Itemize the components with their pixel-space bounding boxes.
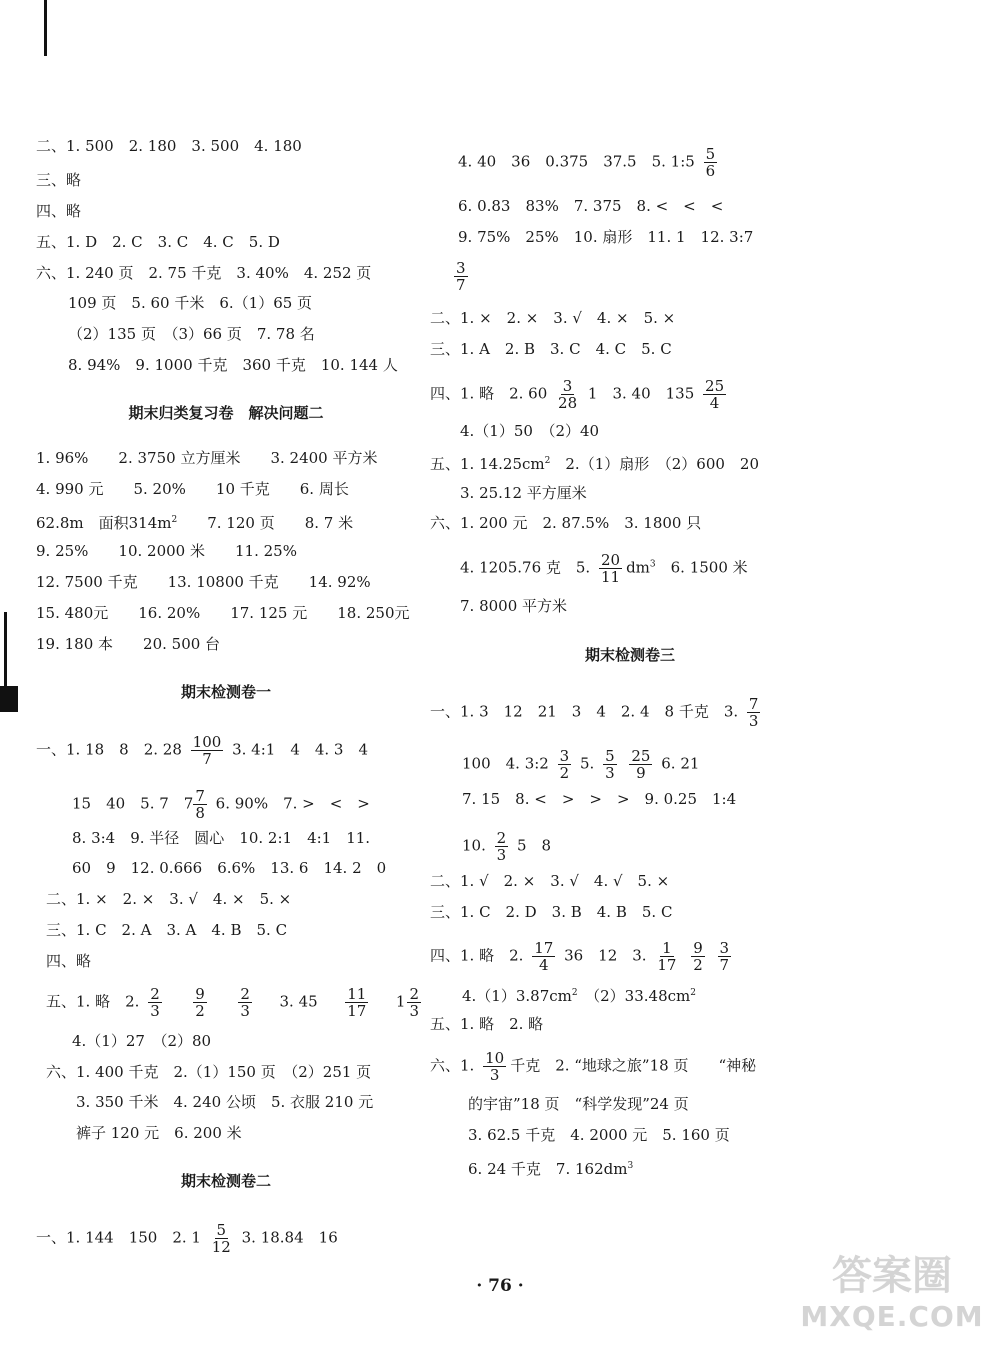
- answer-line: 一、1. 3 12 21 3 4 2. 4 8 千克 3. $\frac{7}{3}$: [430, 695, 759, 730]
- answer-line: 三、1. C 2. A 3. A 4. B 5. C: [46, 921, 288, 939]
- answer-line: 4. 1205.76 克 5. $\frac{20}{11}$ $dm^3$ 6. 1500 米: [460, 551, 748, 586]
- answer-line: 一、1. 18 8 2. 28 $\frac{100}{7}$ 3. 4:1 4 4. 3 4: [36, 733, 369, 768]
- answer-line: 四、略: [36, 202, 82, 220]
- answer-line: 二、1. × 2. × 3. √ 4. × 5. ×: [430, 309, 676, 327]
- answer-line: 100 4. 3:2 $\frac{3}{2}$ 5. $\frac{5}{3}$ $\frac{25}{9}$ 6. 21: [462, 747, 700, 782]
- answer-line: 3. 25.12 平方厘米: [460, 484, 587, 502]
- answer-line: 六、1. 200 元 2. 87.5% 3. 1800 只: [430, 514, 702, 532]
- answer-line: 62.8m 面积$314m^2$ 7. 120 页 8. 7 米: [36, 514, 354, 532]
- answer-line: 二、1. 500 2. 180 3. 500 4. 180: [36, 137, 302, 155]
- fraction: $\frac{7}{8}$: [195, 787, 205, 822]
- answer-line: 10. $\frac{2}{3}$ 5 8: [462, 829, 552, 864]
- fraction: $\frac{5}{12}$: [211, 1221, 231, 1256]
- answer-line: 9. 25% 10. 2000 米 11. 25%: [36, 542, 297, 560]
- answer-line: （2）135 页 （3）66 页 7. 78 名: [68, 325, 315, 343]
- fraction: $\frac{9}{2}$: [195, 985, 205, 1020]
- fraction: $\frac{3}{28}$: [558, 377, 578, 412]
- answer-line: 五、1. $14.25cm^2$ 2.（1）扇形 （2）600 20: [430, 455, 760, 473]
- answer-line: $4.(1)3.87cm^2$ $(2)33.48cm^2$: [462, 987, 696, 1005]
- answer-line: 7. 8000 平方米: [460, 597, 568, 615]
- fraction: $\frac{2}{3}$: [409, 985, 419, 1020]
- answer-line: 一、1. 144 150 2. 1 $\frac{5}{12}$ 3. 18.84 16: [36, 1221, 338, 1256]
- fraction: $\frac{17}{4}$: [534, 939, 554, 974]
- answer-line: [454, 260, 472, 293]
- answer-line: 六、1. 400 千克 2.（1）150 页 （2）251 页: [46, 1063, 372, 1081]
- answer-line: 六、1. 240 页 2. 75 千克 3. 40% 4. 252 页: [36, 264, 372, 282]
- answer-line: 的宇宙”18 页 “科学发现”24 页: [468, 1095, 689, 1113]
- fraction: $\frac{10}{3}$: [485, 1049, 505, 1084]
- answer-line: 12. 7500 千克 13. 10800 千克 14. 92%: [36, 573, 371, 591]
- fraction: $\frac{100}{7}$: [192, 733, 222, 768]
- answer-line: 四、1. 略 2. 60 $\frac{3}{28}$ 1 3. 40 135 $\frac{25}{4}$: [430, 377, 725, 412]
- answer-line: 8. 3:4 9. 半径 圆心 10. 2:1 4:1 11.: [72, 829, 371, 847]
- answer-line: 3. 62.5 千克 4. 2000 元 5. 160 页: [468, 1126, 730, 1144]
- fraction: $\frac{2}{3}$: [496, 829, 507, 864]
- answer-line: 60 9 12. 0.666 6.6% 13. 6 14. 2 0: [72, 859, 387, 877]
- fraction: $\frac{7}{3}$: [748, 695, 759, 730]
- fraction: $\frac{11}{17}$: [347, 985, 367, 1020]
- fraction: $\frac{25}{9}$: [631, 747, 651, 782]
- answer-line: 19. 180 本 20. 500 台: [36, 635, 221, 653]
- answer-line: 7. 15 8. < > > > 9. 0.25 1:4: [462, 790, 737, 808]
- answer-line: 五、1. 略 2. 略: [430, 1015, 544, 1033]
- fraction: $\frac{3}{7}$: [456, 259, 466, 294]
- answer-line: 6. 0.83 83% 7. 375 8. < < <: [458, 197, 724, 215]
- answer-line: 二、1. × 2. × 3. √ 4. × 5. ×: [46, 890, 292, 908]
- section-heading: 期末归类复习卷 解决问题二: [128, 404, 324, 422]
- answer-line: 三、略: [36, 171, 82, 189]
- fraction: $\frac{25}{4}$: [705, 377, 725, 412]
- answer-line: 15 40 5. 7 7 $\frac{7}{8}$ 6. 90% 7. > < >: [72, 787, 370, 822]
- answer-line: 9. 75% 25% 10. 扇形 11. 1 12. 3:7: [458, 228, 754, 246]
- answer-line: 4. 990 元 5. 20% 10 千克 6. 周长: [36, 480, 349, 498]
- fraction: $\frac{3}{7}$: [719, 939, 730, 974]
- answer-line: 六、1. $\frac{10}{3}$ 千克 2. “地球之旅”18 页 “神秘: [430, 1049, 757, 1084]
- answer-line: 3. 350 千米 4. 240 公顷 5. 衣服 210 元: [76, 1093, 374, 1111]
- answer-line: 二、1. √ 2. × 3. √ 4. √ 5. ×: [430, 872, 670, 890]
- answer-line: 裤子 120 元 6. 200 米: [76, 1124, 242, 1142]
- answer-line: 四、略: [46, 952, 92, 970]
- section-heading: 期末检测卷二: [180, 1172, 271, 1190]
- answer-line: 五、1. D 2. C 3. C 4. C 5. D: [36, 233, 280, 251]
- answer-line: 三、1. C 2. D 3. B 4. B 5. C: [430, 903, 673, 921]
- site-watermark: 答案圈 MXQE.COM: [800, 1253, 984, 1333]
- scan-mark-top: [44, 0, 47, 56]
- answer-line: 1. 96% 2. 3750 立方厘米 3. 2400 平方米: [36, 449, 378, 467]
- fraction: $\frac{5}{3}$: [605, 747, 615, 782]
- answer-line: 三、1. A 2. B 3. C 4. C 5. C: [430, 340, 672, 358]
- answer-line: 4.（1）50 （2）40: [460, 422, 600, 440]
- scan-mark-side: [0, 612, 18, 712]
- fraction: $\frac{3}{2}$: [559, 747, 570, 782]
- answer-line: 4.（1）27 （2）80: [72, 1032, 212, 1050]
- fraction: $\frac{1}{17}$: [657, 939, 677, 974]
- page-number: · 76 ·: [476, 1276, 524, 1296]
- answer-line: 8. 94% 9. 1000 千克 360 千克 10. 144 人: [68, 356, 398, 374]
- section-heading: 期末检测卷三: [584, 646, 675, 664]
- fraction: $\frac{2}{3}$: [150, 985, 160, 1020]
- answer-line: 6. 24 千克 7. $162dm^3$: [468, 1160, 634, 1178]
- answer-line: 109 页 5. 60 千米 6.（1）65 页: [68, 294, 313, 312]
- fraction: $\frac{9}{2}$: [693, 939, 703, 974]
- answer-line: 4. 40 36 0.375 37.5 5. 1:5 $\frac{5}{6}$: [458, 145, 716, 180]
- fraction: $\frac{2}{3}$: [240, 985, 250, 1020]
- fraction: $\frac{5}{6}$: [705, 145, 716, 180]
- answer-line: 四、1. 略 2. $\frac{17}{4}$ 36 12 3. $\frac{1}{17}$ $\frac{9}{2}$ $\frac{3}{7}$: [430, 939, 730, 974]
- answer-line: 15. 480元 16. 20% 17. 125 元 18. 250元: [36, 604, 410, 622]
- section-heading: 期末检测卷一: [180, 683, 271, 701]
- answer-line: 五、1. 略 2. $\frac{2}{3}$ $\frac{9}{2}$ $\frac{2}{3}$ 3. 45 $\frac{11}{17}$ 1 $\frac{2}{3}$: [46, 985, 419, 1020]
- fraction: $\frac{20}{11}$: [600, 551, 621, 586]
